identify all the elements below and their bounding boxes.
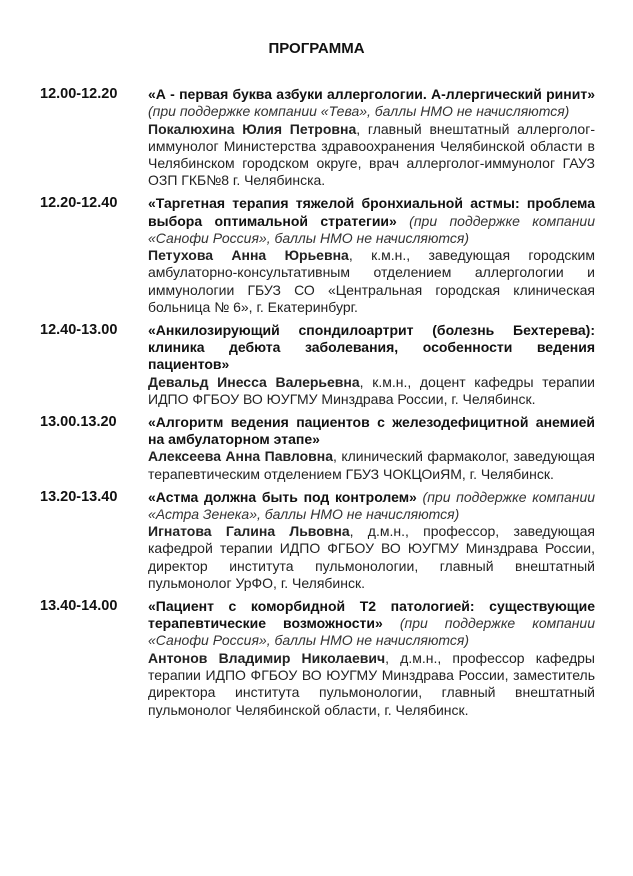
program-entry bbox=[40, 86, 595, 190]
page-title: ПРОГРАММА bbox=[268, 40, 365, 57]
entry-time: 12.20-12.40 bbox=[40, 195, 118, 212]
entry-speaker bbox=[148, 374, 595, 409]
speaker-name: Антонов Владимир Николаевич bbox=[148, 649, 386, 666]
entry-speaker bbox=[148, 650, 595, 719]
entry-speaker bbox=[148, 448, 595, 483]
speaker-name: Игнатова Галина Львовна bbox=[148, 523, 350, 540]
speaker-details: , д.м.н., профессор кафедры терапии ИДПО ФГБОУ ВО ЮУГМУ Минздрава России, заместитель директора института пульмонологии, главный внештатный пульмонолог Челябинской области, г. Челябинск. bbox=[148, 649, 595, 718]
program-entry bbox=[40, 598, 595, 719]
entry-speaker bbox=[148, 247, 595, 316]
entry-time: 12.00-12.20 bbox=[40, 86, 118, 102]
program-entry bbox=[40, 489, 595, 593]
speaker-details: , главный внештатный аллерголог-иммунолог Министерства здравоохранения Челябинской области в Челябинском городском округе, врач аллерголог-иммунолог ГАУЗ ОЗП ГКБ№8 г. Челябинска. bbox=[148, 120, 595, 189]
speaker-name: Покалюхина Юлия Петровна bbox=[148, 120, 357, 137]
entry-time: 12.40-13.00 bbox=[40, 321, 118, 338]
entry-body bbox=[148, 489, 595, 593]
speaker-name: Петухова Анна Юрьевна bbox=[148, 247, 349, 264]
program-list bbox=[40, 86, 595, 724]
speaker-name: Алексеева Анна Павловна bbox=[148, 448, 334, 465]
entry-topic: «Астма должна быть под контролем» bbox=[148, 488, 417, 505]
speaker-details: , к.м.н., доцент кафедры терапии ИДПО ФГБОУ ВО ЮУГМУ Минздрава России, г. Челябинск. bbox=[148, 373, 595, 408]
entry-topic: «Таргетная терапия тяжелой бронхиальной астмы: проблема выбора оптимальной стратегии» bbox=[148, 195, 595, 229]
program-entry bbox=[40, 414, 595, 483]
speaker-details: , к.м.н., заведующая городским амбулаторно-консультативным отделением аллергологии и иммунологии ГБУЗ СО «Центральная городская клиническая больница № 6», г. Екатеринбург. bbox=[148, 247, 595, 316]
speaker-name: Девальд Инесса Валерьевна bbox=[148, 373, 360, 390]
speaker-details: , д.м.н., профессор, заведующая кафедрой терапии ИДПО ФГБОУ ВО ЮУГМУ Минздрава России, директор института пульмонологии, главный внештатный пульмонолог УрФО, г. Челябинск. bbox=[148, 523, 595, 592]
entry-topic: «А - первая буква азбуки аллергологии. А-ллергический ринит» bbox=[148, 86, 595, 102]
entry-body bbox=[148, 86, 595, 190]
entry-body bbox=[148, 414, 595, 483]
entry-time: 13.00.13.20 bbox=[40, 413, 117, 430]
entry-topic: «Пациент с коморбидной Т2 патологией: существующие терапевтические возможности» bbox=[148, 597, 595, 632]
entry-note: (при поддержке компании «Астра Зенека», баллы НМО не начисляются) bbox=[148, 488, 596, 522]
entry-speaker bbox=[148, 523, 595, 592]
entry-topic: «Анкилозирующий спондилоартрит (болезнь Бехтерева): клиника дебюта заболевания, особенности ведения пациентов» bbox=[148, 321, 595, 373]
entry-time: 13.20-13.40 bbox=[40, 488, 118, 505]
entry-body bbox=[148, 322, 595, 408]
entry-note: (при поддержке компании «Тева», баллы НМО не начисляются) bbox=[148, 103, 570, 120]
program-entry bbox=[40, 322, 595, 408]
program-entry bbox=[40, 195, 595, 316]
entry-body bbox=[148, 598, 595, 719]
speaker-details: , клинический фармаколог, заведующая терапевтическим отделением ГБУЗ ЧОКЦОиЯМ, г. Челябинск. bbox=[148, 448, 595, 482]
entry-topic: «Алгоритм ведения пациентов с железодефицитной анемией на амбулаторном этапе» bbox=[148, 413, 595, 448]
entry-note: (при поддержке компании «Санофи Россия», баллы НМО не начисляются) bbox=[148, 615, 596, 649]
entry-time: 13.40-14.00 bbox=[40, 597, 118, 614]
entry-note: (при поддержке компании «Санофи Россия», баллы НМО не начисляются) bbox=[148, 212, 595, 246]
entry-speaker bbox=[148, 121, 595, 190]
entry-body bbox=[148, 195, 595, 316]
